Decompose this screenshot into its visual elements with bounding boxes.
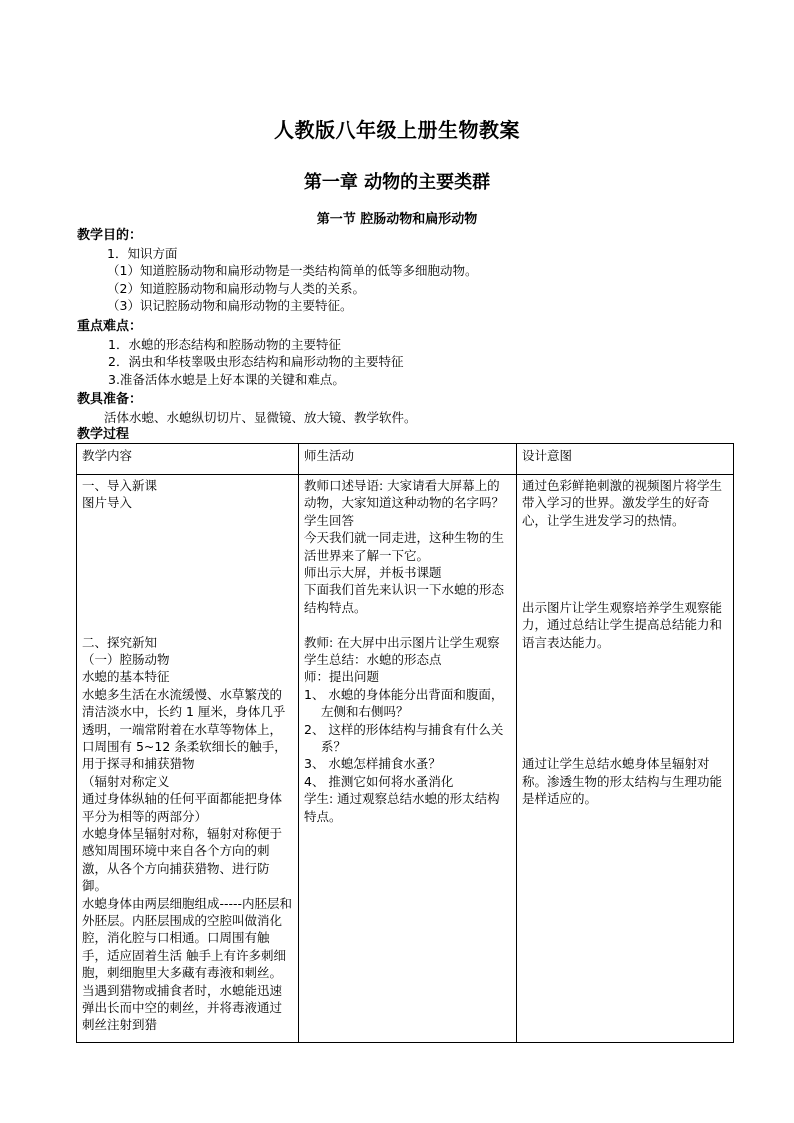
activity-line: 学生总结：水螅的形态点 [304, 652, 442, 668]
key-points-heading: 重点难点： [77, 319, 143, 334]
goal-item: （1）知道腔肠动物和扁形动物是一类结构简单的低等多细胞动物。 [107, 263, 478, 278]
content-line: 图片导入 [82, 495, 133, 511]
content-line: （辐射对称定义 [82, 773, 170, 789]
intent-cell [517, 475, 734, 1043]
activity-cell [299, 475, 517, 1043]
key-points [77, 318, 727, 388]
activity-line: 师出示大屏，并板书课题 [304, 565, 442, 581]
teaching-goals [77, 227, 727, 315]
key-point-item: 3.准备活体水螅是上好本课的关键和难点。 [108, 371, 345, 387]
content-line: 水螅身体由两层细胞组成-----内胚层和外胚层。内胚层围成的空腔叫做消化腔，消化腔与口相通。口周围有触手，适应固着生活 触手上有许多刺细胞，刺细胞里大多藏有毒液和刺丝。当遇到猎物或捕食者时，水螅能迅速弹出长而中空的刺丝，并将毒液通过刺丝注射到猎 [82, 895, 293, 1033]
question-item: 1、 水螅的身体能分出背面和腹面，左侧和右侧吗？ [304, 686, 504, 720]
content-line: 水螅多生活在水流缓慢、水草繁茂的清洁淡水中，长约 1 厘米，身体几乎透明，一端常附着在水草等物体上，口周围有 5~12 条柔软细长的触手，用于探寻和捕获猎物 [82, 686, 287, 772]
lesson-table [76, 443, 734, 1043]
key-point-item: 2．涡虫和华枝睾吸虫形态结构和扁形动物的主要特征 [108, 354, 404, 369]
goal-item: （2）知道腔肠动物和扁形动物与人类的关系。 [107, 280, 365, 296]
materials [77, 391, 727, 444]
table-row [77, 475, 734, 1043]
content-cell [77, 475, 299, 1043]
content-line: 通过身体纵轴的任何平面都能把身体平分为相等的两部分） [82, 791, 283, 824]
key-point-item: 1．水螅的形态结构和腔肠动物的主要特征 [108, 336, 341, 352]
materials-text: 活体水螅、水螅纵切切片、显微镜、放大镜、教学软件。 [104, 409, 417, 425]
intent-paragraph: 通过让学生总结水螅身体呈辐射对称。渗透生物的形太结构与生理功能是样适应的。 [522, 756, 723, 807]
intent-paragraph: 出示图片让学生观察培养学生观察能力，通过总结让学生提高总结能力和语言表达能力。 [522, 599, 723, 650]
content-line: （一）腔肠动物 [82, 651, 170, 667]
goal-item: （3）识记腔肠动物和扁形动物的主要特征。 [107, 298, 353, 313]
content-line: 水螅的基本特征 [82, 669, 170, 685]
question-item: 2、 这样的形体结构与捕食有什么关系？ [304, 721, 504, 755]
activity-line: 教师: 在大屏中出示图片让学生观察 [304, 634, 500, 650]
intent-paragraph: 通过色彩鲜艳刺激的视频图片将学生带入学习的世界。激发学生的好奇心，让学生进发学习的热情。 [522, 478, 723, 528]
goal-item: 1．知识方面 [107, 245, 178, 261]
header-activity: 师生活动 [299, 444, 517, 475]
section-title: 第一节 腔肠动物和扁形动物 [316, 212, 478, 227]
activity-line: 师：提出问题 [304, 669, 380, 685]
document-title: 人教版八年级上册生物教案 [274, 118, 520, 142]
content-line: 水螅身体呈辐射对称，辐射对称便于感知周围环境中来自各个方向的刺激，从各个方向捕获猎物、进行防御。 [82, 826, 283, 894]
content-line: 一、导入新课 [82, 478, 158, 493]
goals-heading: 教学目的： [77, 228, 143, 243]
chapter-title: 第一章 动物的主要类群 [303, 172, 491, 193]
header-intent: 设计意图 [517, 444, 734, 475]
table-header-row [77, 444, 734, 475]
question-item: 3、 水螅怎样捕食水蚤？ [304, 756, 441, 772]
question-item: 4、 推测它如何将水蚤消化 [304, 773, 454, 789]
activity-line: 学生: 通过观察总结水螅的形太结构特点。 [304, 791, 500, 824]
activity-line: 今天我们就一同走进，这种生物的生活世界来了解一下它。 [304, 530, 505, 563]
materials-heading: 教具准备： [77, 392, 143, 407]
header-content: 教学内容 [77, 444, 299, 475]
activity-line: 教师口述导语: 大家请看大屏幕上的动物，大家知道这种动物的名字吗？学生回答 [304, 478, 505, 528]
process-heading: 教学过程 [77, 427, 130, 442]
content-line: 二、探究新知 [82, 634, 158, 650]
activity-line: 下面我们首先来认识一下水螅的形态结构特点。 [304, 582, 505, 615]
